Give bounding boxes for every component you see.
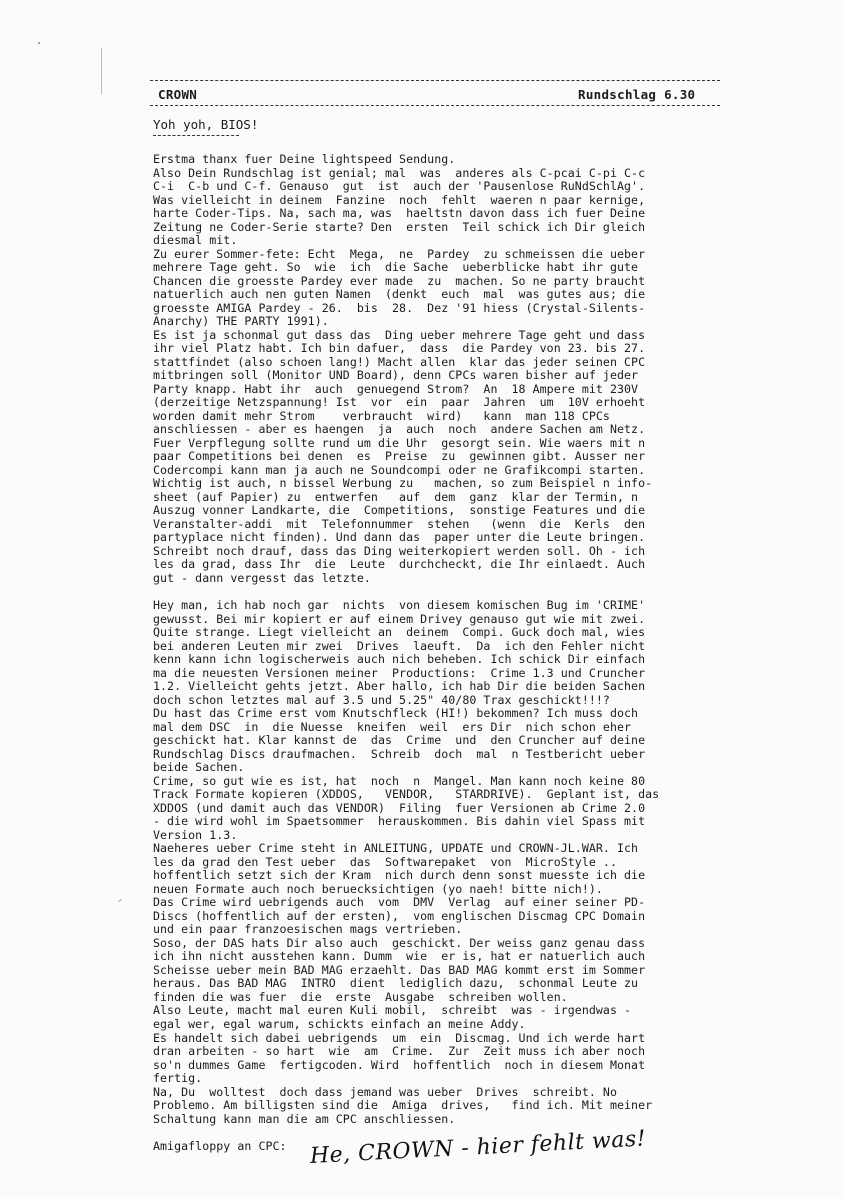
body-line: Amigafloppy an CPC: xyxy=(153,1138,287,1153)
body-line: les da grad den Test ueber das Softwarepaket von MicroStyle .. xyxy=(153,854,617,869)
body-line: doch schon letztes mal auf 3.5 und 5.25" 40/80 Trax geschickt!!!? xyxy=(153,692,610,707)
body-line: Es ist ja schonmal gut dass das Ding ueber mehrere Tage geht und dass xyxy=(153,327,646,342)
body-line: partyplace nicht finden). Und dann das paper unter die Leute bringen. xyxy=(153,530,646,545)
body-line: gewusst. Bei mir kopiert er auf einem Drivey genauso gut wie mit zwei. xyxy=(153,611,646,626)
body-line: Codercompi kann man ja auch ne Soundcompi oder ne Grafikcompi starten. xyxy=(153,462,646,477)
body-line: gut - dann vergesst das letzte. xyxy=(153,570,371,585)
body-line: Rundschlag Discs draufmachen. Schreib doch mal n Testbericht ueber xyxy=(153,746,646,761)
body-line: egal wer, egal warum, schickts einfach an meine Addy. xyxy=(153,1017,526,1031)
body-line: mitbringen soll (Monitor UND Board), denn CPCs waren bisher auf jeder xyxy=(153,368,639,383)
body-line: fertig. xyxy=(153,1071,203,1086)
body-line: so'n dummes Game fertigcoden. Wird hoffentlich noch in diesem Monat xyxy=(153,1057,646,1072)
body-line: paar Competitions bei denen es Preise zu gewinnen gibt. Ausser ner xyxy=(153,449,646,464)
body-line: mal dem DSC in die Nuesse kneifen weil ers Dir nich schon eher xyxy=(153,719,632,734)
body-line: Das Crime wird uebrigends auch vom DMV Verlag auf einer seiner PD- xyxy=(153,895,646,910)
body-line: Scheisse ueber mein BAD MAG erzaehlt. Das BAD MAG kommt erst im Sommer xyxy=(153,962,646,977)
body-line: Es handelt sich dabei uebrigends um ein Discmag. Und ich werde hart xyxy=(153,1030,646,1045)
body-line: bei anderen Leuten mir zwei Drives laeuft. Da ich den Fehler nicht xyxy=(153,638,646,653)
body-line: Track Formate kopieren (XDDOS, VENDOR, STARDRIVE). Geplant ist, das xyxy=(153,787,660,802)
body-line: hoffentlich setzt sich der Kram nich durch denn sonst muesste ich die xyxy=(153,868,646,883)
body-line: Wichtig ist auch, n bissel Werbung zu machen, so zum Beispiel n info- xyxy=(153,476,653,491)
body-line: - die wird wohl im Spaetsommer herauskommen. Bis dahin viel Spass mit xyxy=(153,814,646,829)
body-line: Soso, der DAS hats Dir also auch geschickt. Der weiss ganz genau dass xyxy=(153,935,646,950)
body-line: les da grad, dass Ihr die Leute durchcheckt, die Ihr einlaedt. Auch xyxy=(153,557,646,572)
body-line: Discs (hoffentlich auf der ersten), vom englischen Discmag CPC Domain xyxy=(153,908,646,923)
body-line: Naeheres ueber Crime steht in ANLEITUNG, UPDATE und CROWN-JL.WAR. Ich xyxy=(153,841,639,856)
body-line: heraus. Das BAD MAG INTRO dient lediglich dazu, schonmal Leute zu xyxy=(153,976,639,991)
body-line: stattfindet (also schoen lang!) Macht allen klar das jeder seinen CPC xyxy=(153,354,646,369)
body-line: Party knapp. Habt ihr auch genuegend Strom? An 18 Ampere mit 230V xyxy=(153,381,639,396)
header-right: Rundschlag 6.30 xyxy=(578,87,696,102)
body-line: Also Dein Rundschlag ist genial; mal was anderes als C-pcai C-pi C-c xyxy=(153,165,646,180)
body-line: Auszug vonner Landkarte, die Competitions, sonstige Features und die xyxy=(153,503,646,518)
body-line: anschliessen - aber es haengen ja auch noch andere Sachen am Netz. xyxy=(153,422,646,437)
body-line: 1.2. Vielleicht gehts jetzt. Aber hallo, ich hab Dir die beiden Sachen xyxy=(153,679,646,694)
body-line: natuerlich auch nen guten Namen (denkt euch mal was gutes aus; die xyxy=(153,287,646,302)
body-line: beide Sachen. xyxy=(153,760,245,775)
body-line: Hey man, ich hab noch gar nichts von diesem komischen Bug im 'CRIME' xyxy=(153,598,646,613)
margin-mark xyxy=(38,42,40,44)
body-line: worden damit mehr Strom verbraucht wird) kann man 118 CPCs xyxy=(153,408,610,423)
body-line: mehrere Tage geht. So wie ich die Sache ueberblicke habt ihr gute xyxy=(153,260,639,275)
body-line: ma die neuesten Versionen meiner Productions: Crime 1.3 und Cruncher xyxy=(153,665,646,680)
body-line: groesste AMIGA Pardey - 26. bis 28. Dez '91 hiess (Crystal-Silents- xyxy=(153,300,646,315)
body-line: Schaltung kann man die am CPC anschliessen. xyxy=(153,1111,456,1126)
body-line: Problemo. Am billigsten sind die Amiga drives, find ich. Mit meiner xyxy=(153,1098,653,1113)
body-line: ihr viel Platz habt. Ich bin dafuer, dass die Pardey von 23. bis 27. xyxy=(153,341,646,356)
letter-body xyxy=(153,153,738,1153)
greeting: Yoh yoh, BIOS! xyxy=(153,117,259,132)
body-line: C-i C-b und C-f. Genauso gut ist auch der 'Pausenlose RuNdSchlAg'. xyxy=(153,179,646,194)
body-line: Was vielleicht in deinem Fanzine noch fehlt waeren n paar kernige, xyxy=(153,192,646,207)
body-line: neuen Formate auch noch beruecksichtigen (yo naeh! bitte nich!). xyxy=(153,881,603,896)
body-line: geschickt hat. Klar kannst de das Crime und den Cruncher auf deine xyxy=(153,733,646,748)
body-line: Chancen die groesste Pardey ever made zu machen. So ne party braucht xyxy=(153,273,646,288)
body-line: Crime, so gut wie es ist, hat noch n Mangel. Man kann noch keine 80 xyxy=(153,773,646,788)
body-line: Du hast das Crime erst vom Knutschfleck (HI!) bekommen? Ich muss doch xyxy=(153,706,639,721)
body-line: Veranstalter-addi mit Telefonnummer stehen (wenn die Kerls den xyxy=(153,516,646,531)
body-line: Zu eurer Sommer-fete: Echt Mega, ne Pardey zu schmeissen die ueber xyxy=(153,246,646,261)
body-line: Fuer Verpflegung sollte rund um die Uhr gesorgt sein. Wie waers mit n xyxy=(153,435,646,450)
body-line: diesmal mit. xyxy=(153,233,238,248)
margin-mark xyxy=(118,899,122,902)
body-line: (derzeitige Netzspannung! Ist vor ein paar Jahren um 10V erhoeht xyxy=(153,395,646,410)
body-line: Zeitung ne Coder-Serie starte? Den ersten Teil schick ich Dir gleich xyxy=(153,219,646,234)
body-line: Quite strange. Liegt vielleicht an deinem Compi. Guck doch mal, wies xyxy=(153,625,646,640)
body-line: kenn kann ichn logischerweis auch nich beheben. Ich schick Dir einfach xyxy=(153,652,646,667)
body-line: Also Leute, macht mal euren Kuli mobil, schreibt was - irgendwas - xyxy=(153,1003,632,1018)
body-line: XDDOS (und damit auch das VENDOR) Filing fuer Versionen ab Crime 2.0 xyxy=(153,800,646,815)
body-line: ich ihn nicht ausstehen kann. Dumm wie er is, hat er natuerlich auch xyxy=(153,949,646,964)
greeting-underline xyxy=(153,135,239,136)
body-line: Anarchy) THE PARTY 1991). xyxy=(153,314,329,329)
body-line: Erstma thanx fuer Deine lightspeed Sendung. xyxy=(153,152,456,166)
body-line: Version 1.3. xyxy=(153,827,238,842)
handwritten-note: He, CROWN - hier fehlt was! xyxy=(309,1126,647,1169)
header-rule-bottom xyxy=(150,105,720,106)
header-left: CROWN xyxy=(158,87,198,102)
body-line: finden die was fuer die erste Ausgabe schreiben wollen. xyxy=(153,989,568,1004)
body-line: Schreibt noch drauf, dass das Ding weiterkopiert werden soll. Oh - ich xyxy=(153,543,646,558)
margin-mark xyxy=(101,48,102,94)
body-line: Na, Du wolltest doch dass jemand was ueber Drives schreibt. No xyxy=(153,1084,617,1099)
body-line: sheet (auf Papier) zu entwerfen auf dem ganz klar der Termin, n xyxy=(153,489,639,504)
body-line: dran arbeiten - so hart wie am Crime. Zur Zeit muss ich aber noch xyxy=(153,1044,646,1059)
body-line: und ein paar franzoesischen mags vertrieben. xyxy=(153,922,463,937)
body-line: harte Coder-Tips. Na, sach ma, was haeltstn davon dass ich fuer Deine xyxy=(153,206,646,221)
header-rule-top xyxy=(150,80,720,81)
